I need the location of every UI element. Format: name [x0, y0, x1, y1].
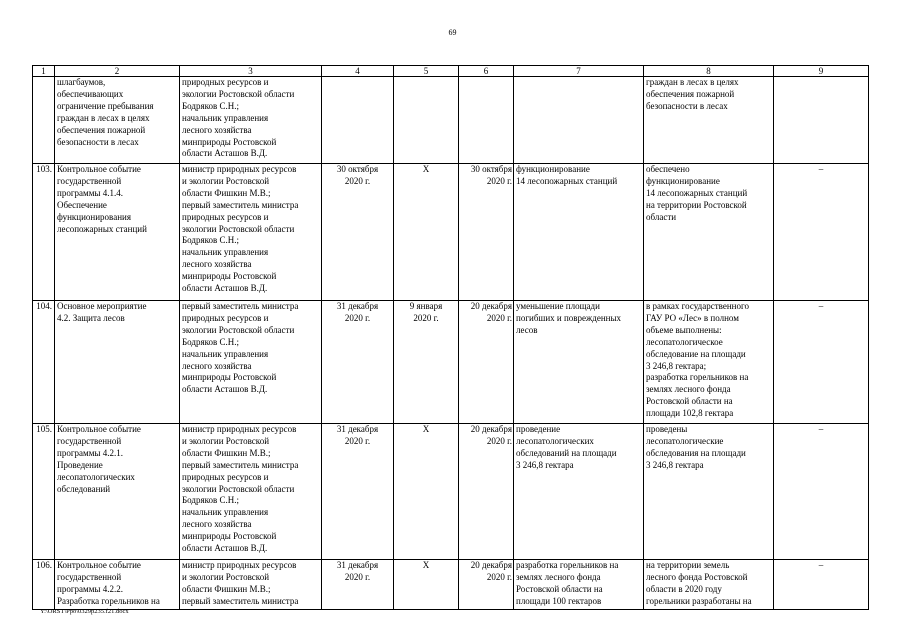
column-header: 9	[774, 66, 869, 77]
responsible-person: министр природных ресурсов и экологии Ростовской области Фишкин М.В.; первый заместитель министра природных ресурсов и экологии Ростовской области Бодряков С.Н.; начальник управления лесного хозяйства минприроды Ростовской области Асташов В.Д.	[180, 424, 322, 560]
actual-result: в рамках государственного ГАУ РО «Лес» в полном объеме выполнены: лесопатологическое обследование на площади 3 246,8 гектара; разработка горельников на землях лесного фонда Ростовской области на площади 102,8 гектара	[644, 301, 774, 424]
row-number: 104.	[33, 301, 55, 424]
notes: –	[774, 560, 869, 610]
expected-result: разработка горельников на землях лесного фонда Ростовской области на площади 100 гектаров	[514, 560, 644, 610]
responsible-person: первый заместитель министра природных ресурсов и экологии Ростовской области Бодряков С.Н.; начальник управления лесного хозяйства минприроды Ростовской области Асташов В.Д.	[180, 301, 322, 424]
column-header: 8	[644, 66, 774, 77]
actual-date: 20 декабря 2020 г.	[459, 424, 514, 560]
expected-result: функционирование 14 лесопожарных станций	[514, 164, 644, 301]
table-row	[33, 560, 869, 610]
column-header: 1	[33, 66, 55, 77]
table-row	[33, 77, 869, 164]
planned-date: 30 октября 2020 г.	[322, 164, 394, 301]
notes	[774, 77, 869, 164]
column-header: 6	[459, 66, 514, 77]
actual-result: граждан в лесах в целях обеспечения пожарной безопасности в лесах	[644, 77, 774, 164]
column-header: 2	[55, 66, 180, 77]
responsible-person: министр природных ресурсов и экологии Ростовской области Фишкин М.В.; первый заместитель министра	[180, 560, 322, 610]
actual-date: 20 декабря 2020 г.	[459, 301, 514, 424]
event-name: Контрольное событие государственной программы 4.1.4. Обеспечение функционирования лесопожарных станций	[55, 164, 180, 301]
event-name: Контрольное событие государственной программы 4.2.2. Разработка горельников на	[55, 560, 180, 610]
page-number: 69	[448, 28, 457, 37]
row-number: 106.	[33, 560, 55, 610]
planned-date: 31 декабря 2020 г.	[322, 424, 394, 560]
row-number	[33, 77, 55, 164]
table-row	[33, 424, 869, 560]
planned-date: 31 декабря 2020 г.	[322, 301, 394, 424]
actual-date: 20 декабря 2020 г.	[459, 560, 514, 610]
planned-date	[322, 77, 394, 164]
start-date: Х	[394, 164, 459, 301]
start-date: Х	[394, 560, 459, 610]
expected-result: проведение лесопатологических обследований на площади 3 246,8 гектара	[514, 424, 644, 560]
row-number: 103.	[33, 164, 55, 301]
notes: –	[774, 301, 869, 424]
event-name: Основное мероприятие 4.2. Защита лесов	[55, 301, 180, 424]
actual-result: проведены лесопатологические обследования на площади 3 246,8 гектара	[644, 424, 774, 560]
table-row	[33, 301, 869, 424]
planned-date: 31 декабря 2020 г.	[322, 560, 394, 610]
actual-date: 30 октября 2020 г.	[459, 164, 514, 301]
event-name: Контрольное событие государственной программы 4.2.1. Проведение лесопатологических обследований	[55, 424, 180, 560]
notes: –	[774, 164, 869, 301]
file-path-footer: Y:\ORST\Ppo\0329p235.f21.docx	[40, 608, 129, 615]
column-header: 7	[514, 66, 644, 77]
start-date: Х	[394, 424, 459, 560]
table-row	[33, 164, 869, 301]
responsible-person: министр природных ресурсов и экологии Ростовской области Фишкин М.В.; первый заместитель министра природных ресурсов и экологии Ростовской области Бодряков С.Н.; начальник управления лесного хозяйства минприроды Ростовской области Асташов В.Д.	[180, 164, 322, 301]
actual-result: обеспечено функционирование 14 лесопожарных станций на территории Ростовской области	[644, 164, 774, 301]
column-header: 5	[394, 66, 459, 77]
expected-result: уменьшение площади погибших и поврежденных лесов	[514, 301, 644, 424]
notes: –	[774, 424, 869, 560]
report-table	[32, 65, 869, 610]
actual-result: на территории земель лесного фонда Ростовской области в 2020 году горельники разработаны на	[644, 560, 774, 610]
column-header: 3	[180, 66, 322, 77]
responsible-person: природных ресурсов и экологии Ростовской области Бодряков С.Н.; начальник управления лесного хозяйства минприроды Ростовской области Асташов В.Д.	[180, 77, 322, 164]
column-header: 4	[322, 66, 394, 77]
header-row	[33, 66, 869, 77]
expected-result	[514, 77, 644, 164]
start-date: 9 января 2020 г.	[394, 301, 459, 424]
start-date	[394, 77, 459, 164]
actual-date	[459, 77, 514, 164]
row-number: 105.	[33, 424, 55, 560]
event-name: шлагбаумов, обеспечивающих ограничение пребывания граждан в лесах в целях обеспечения пожарной безопасности в лесах	[55, 77, 180, 164]
